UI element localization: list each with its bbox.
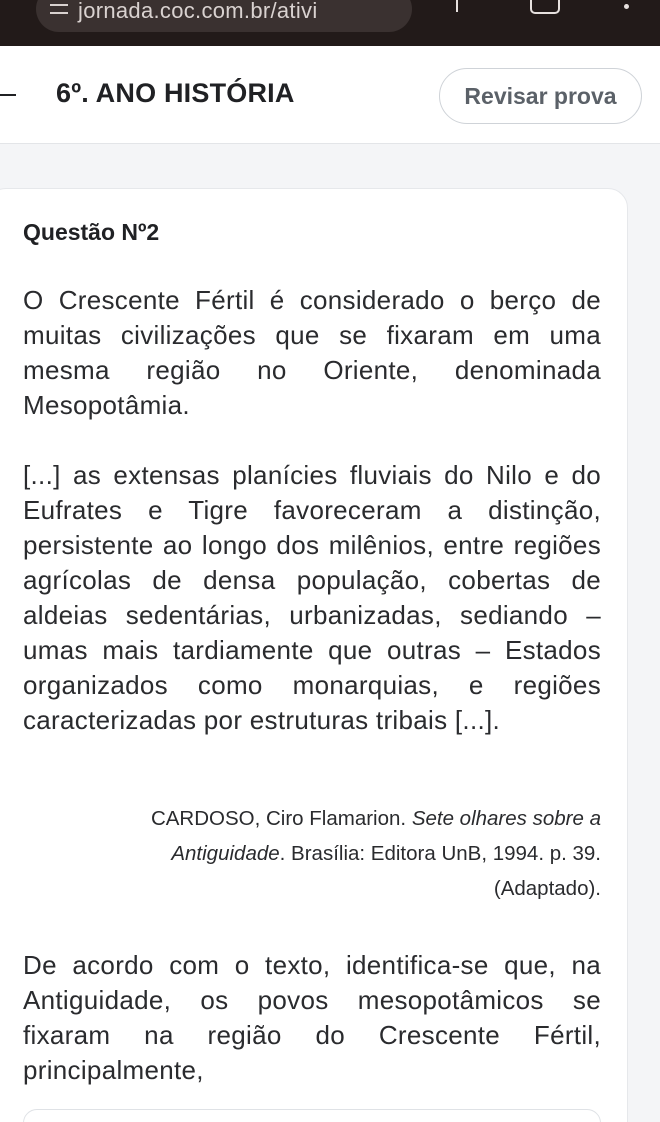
url-value: jornada.coc.com.br/ativi: [78, 0, 318, 23]
answer-option[interactable]: [23, 1109, 601, 1122]
app-header: [0, 46, 660, 144]
citation-work-title: Sete olhares sobre a Antiguidade: [171, 807, 601, 865]
question-intro-paragraph: O Crescente Fértil é considerado o berço de muitas civilizações que se fixaram em uma mesma região no Oriente, denominada Mesopotâmia.: [23, 285, 601, 420]
address-bar[interactable]: [36, 0, 412, 32]
source-citation: [107, 801, 601, 906]
question-prompt: De acordo com o texto, identifica-se que, na Antiguidade, os povos mesopotâmicos se fixaram na região do Crescente Fértil, principalmente,: [23, 950, 601, 1085]
browser-toolbar: [0, 0, 660, 46]
question-heading: Questão Nº2: [23, 219, 160, 245]
review-exam-button[interactable]: Revisar prova: [439, 68, 642, 124]
tabs-icon[interactable]: [530, 0, 560, 14]
citation-publication: . Brasília: Editora UnB, 1994. p. 39.: [279, 842, 601, 865]
question-quote-paragraph: [...] as extensas planícies fluviais do Nilo e do Eufrates e Tigre favoreceram a distinção, persistente ao longo dos milênios, entre regiões agrícolas de densa população, cobertas de aldeias sedentárias, urbanizadas, sediando – umas mais tardiamente que outras – Estados organizados como monarquias, e regiões caracterizadas por estruturas tribais [...].: [23, 460, 601, 735]
new-tab-icon[interactable]: [456, 0, 458, 12]
back-arrow-icon[interactable]: [0, 94, 16, 96]
page-title: 6º. ANO HISTÓRIA: [56, 78, 295, 108]
citation-author: CARDOSO, Ciro Flamarion.: [150, 807, 407, 830]
url-text: [50, 0, 318, 24]
kebab-menu-icon[interactable]: [624, 2, 630, 10]
question-card: [0, 188, 628, 1122]
citation-note: (Adaptado).: [493, 877, 601, 900]
site-settings-icon[interactable]: [50, 4, 68, 14]
